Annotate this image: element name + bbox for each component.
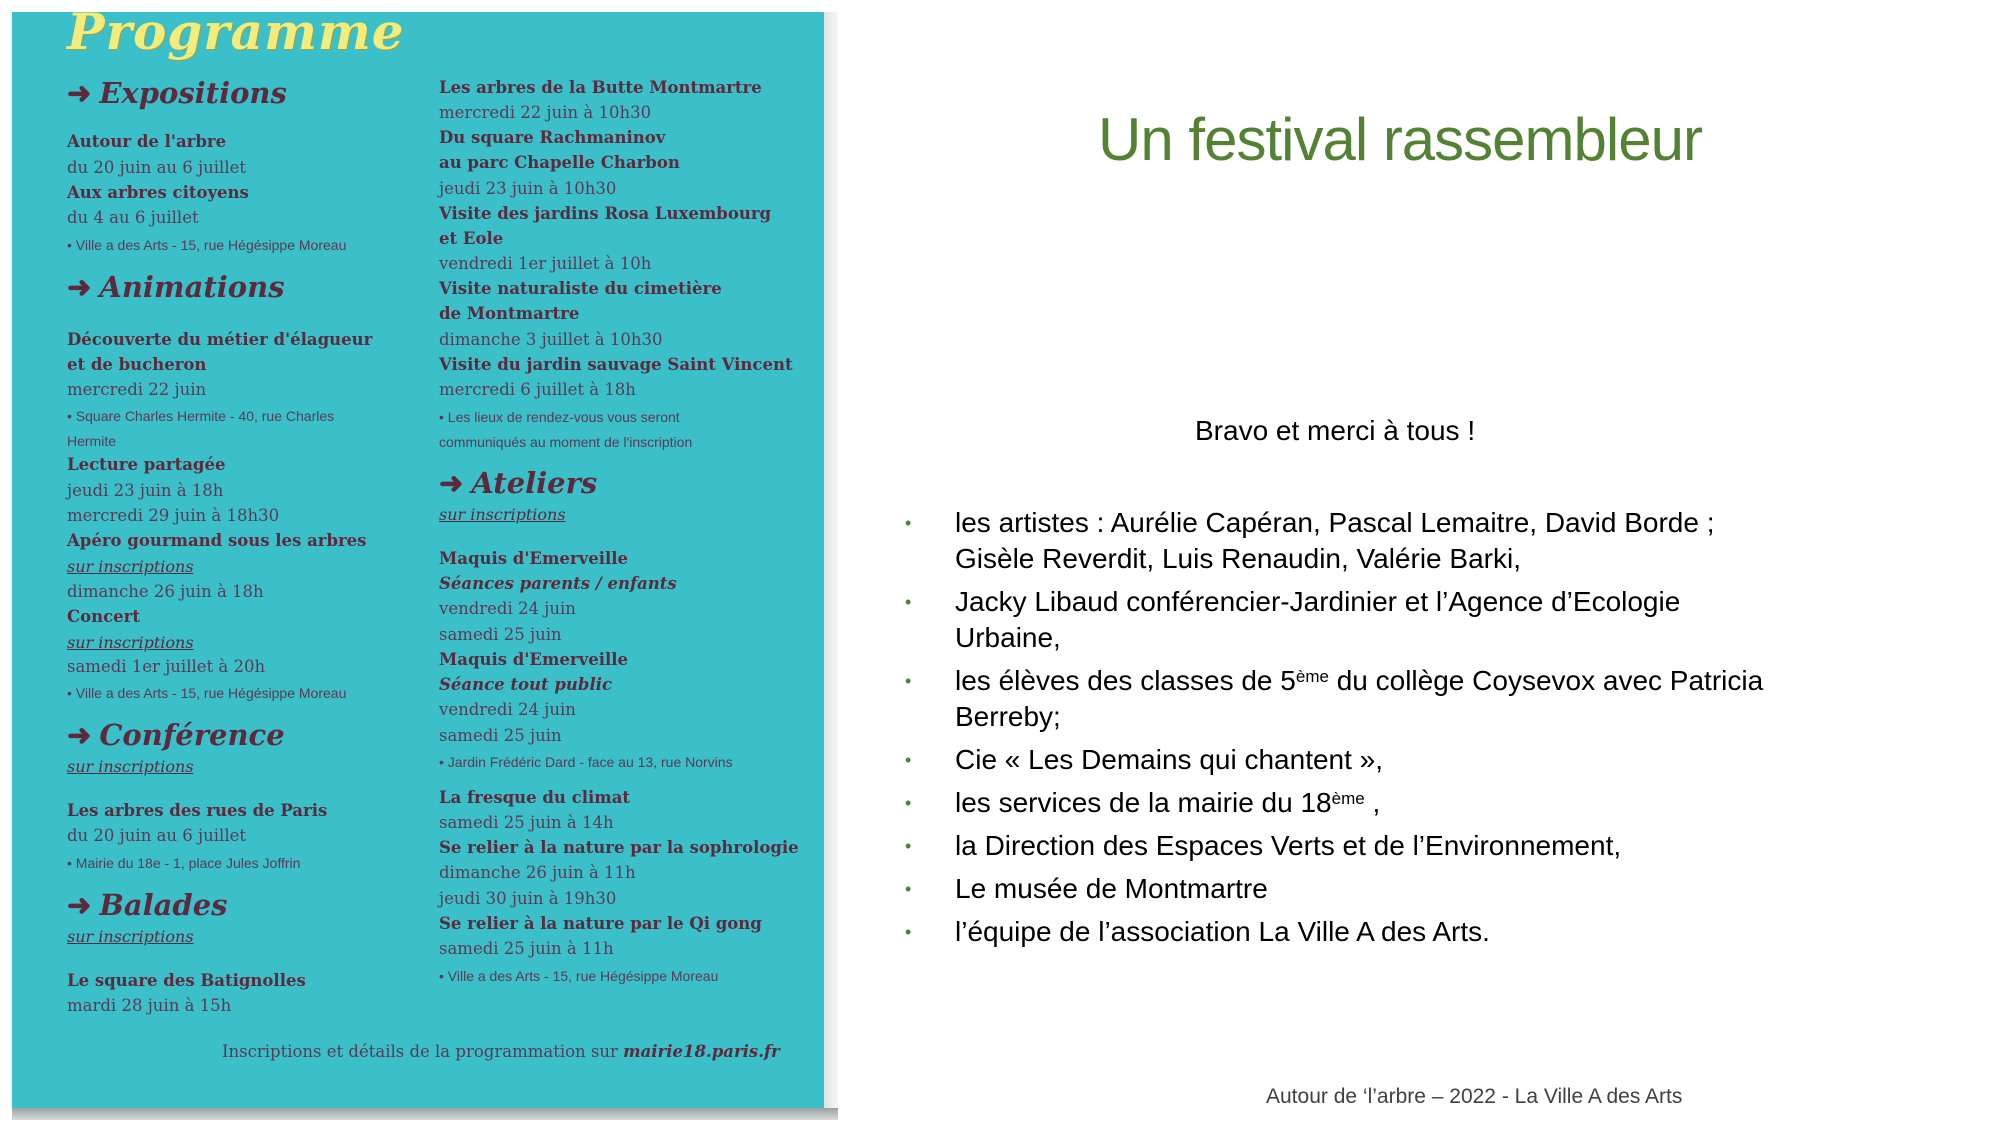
- thanks-heading: Bravo et merci à tous !: [1195, 415, 1476, 446]
- event-date: dimanche 26 juin à 18h: [67, 582, 264, 601]
- flyer-shadow-right: [824, 12, 838, 1120]
- section-heading: [67, 76, 287, 110]
- programme-title: Programme: [67, 12, 405, 61]
- bullet-icon: •: [905, 879, 912, 899]
- section-heading-label: Ateliers: [471, 466, 598, 500]
- arrow-icon: ➜: [67, 888, 92, 922]
- bullet-icon: •: [905, 922, 912, 942]
- event-title: Concert: [67, 607, 140, 626]
- registration-note: sur inscriptions: [67, 557, 194, 576]
- programme-flyer: [12, 12, 824, 1108]
- event-date: vendredi 24 juin: [439, 700, 576, 719]
- slide-title: Un festival rassembleur: [1098, 106, 1702, 173]
- event-title: Découverte du métier d'élagueur: [67, 330, 373, 349]
- thanks-item-text: la Direction des Espaces Verts et de l’Environnement,: [955, 830, 1622, 861]
- section-heading-label: Animations: [99, 270, 285, 304]
- bullet-icon: •: [905, 750, 912, 770]
- programme-footer-text: Inscriptions et détails de la programmation sur: [222, 1042, 624, 1061]
- event-location: • Jardin Frédéric Dard - face au 13, rue Norvins: [439, 754, 733, 770]
- event-location: communiqués au moment de l'inscription: [439, 434, 693, 450]
- section-heading: [67, 718, 285, 752]
- thanks-item-text: Le musée de Montmartre: [955, 873, 1268, 904]
- section-heading: [439, 466, 597, 500]
- bullet-icon: •: [905, 671, 912, 691]
- programme-footer: [222, 1042, 780, 1061]
- event-title: Du square Rachmaninov: [439, 128, 666, 147]
- event-location: • Ville a des Arts - 15, rue Hégésippe Moreau: [439, 968, 719, 984]
- event-date: samedi 25 juin à 14h: [439, 813, 614, 832]
- thanks-item-text: les artistes : Aurélie Capéran, Pascal Lemaitre, David Borde ; Gisèle Reverdit, Luis Renaudin, Valérie Barki,: [955, 507, 1715, 574]
- event-date: samedi 25 juin: [439, 726, 562, 745]
- programme-footer-site: mairie18.paris.fr: [623, 1042, 780, 1061]
- event-date: vendredi 1er juillet à 10h: [439, 254, 652, 273]
- arrow-icon: ➜: [67, 270, 92, 304]
- event-title: au parc Chapelle Charbon: [439, 153, 680, 172]
- event-location: • Ville a des Arts - 15, rue Hégésippe Moreau: [67, 685, 347, 701]
- event-location: • Les lieux de rendez-vous vous seront: [439, 409, 680, 425]
- event-location: • Square Charles Hermite - 40, rue Charles: [67, 408, 335, 424]
- thanks-item-text: les services de la mairie du 18ème ,: [955, 787, 1381, 818]
- event-date: du 20 juin au 6 juillet: [67, 158, 246, 177]
- event-title: Visite des jardins Rosa Luxembourg: [439, 204, 772, 223]
- event-title: Les arbres des rues de Paris: [67, 801, 328, 820]
- event-date: mardi 28 juin à 15h: [67, 996, 232, 1015]
- event-title: Visite du jardin sauvage Saint Vincent: [439, 355, 793, 374]
- section-heading-label: Expositions: [99, 76, 287, 110]
- bullet-icon: •: [905, 793, 912, 813]
- event-date: samedi 1er juillet à 20h: [67, 657, 266, 676]
- event-title: Lecture partagée: [67, 455, 226, 474]
- event-date: jeudi 30 juin à 19h30: [439, 889, 617, 908]
- event-date: du 4 au 6 juillet: [67, 208, 199, 227]
- section-heading: [67, 888, 227, 922]
- event-title: Séance tout public: [439, 675, 613, 694]
- section-heading: [67, 270, 285, 304]
- bullet-icon: •: [905, 513, 912, 533]
- section-heading-label: Conférence: [99, 718, 285, 752]
- event-title: Aux arbres citoyens: [67, 183, 249, 202]
- registration-note: sur inscriptions: [67, 927, 194, 946]
- arrow-icon: ➜: [439, 466, 464, 500]
- flyer-shadow-bottom: [12, 1108, 838, 1120]
- slide-footer: Autour de ‘l’arbre – 2022 - La Ville A des Arts: [1266, 1085, 1683, 1108]
- event-date: mercredi 29 juin à 18h30: [67, 506, 280, 525]
- event-title: Maquis d'Emerveille: [439, 650, 628, 669]
- event-title: de Montmartre: [439, 304, 580, 323]
- thanks-item-text: l’équipe de l’association La Ville A des Arts.: [955, 916, 1490, 947]
- event-title: et Eole: [439, 229, 504, 248]
- event-date: jeudi 23 juin à 18h: [67, 481, 224, 500]
- arrow-icon: ➜: [67, 718, 92, 752]
- event-title: Le square des Batignolles: [67, 971, 306, 990]
- bullet-icon: •: [905, 836, 912, 856]
- event-date: dimanche 3 juillet à 10h30: [439, 330, 663, 349]
- event-location: • Mairie du 18e - 1, place Jules Joffrin: [67, 855, 301, 871]
- event-date: jeudi 23 juin à 10h30: [439, 179, 617, 198]
- event-date: samedi 25 juin: [439, 625, 562, 644]
- event-date: du 20 juin au 6 juillet: [67, 826, 246, 845]
- event-date: dimanche 26 juin à 11h: [439, 863, 636, 882]
- event-date: mercredi 22 juin: [67, 380, 207, 399]
- arrow-icon: ➜: [67, 76, 92, 110]
- event-title: Maquis d'Emerveille: [439, 549, 628, 568]
- event-date: samedi 25 juin à 11h: [439, 939, 614, 958]
- event-title: Séances parents / enfants: [439, 574, 677, 593]
- event-title: Apéro gourmand sous les arbres: [67, 531, 367, 550]
- event-date: vendredi 24 juin: [439, 599, 576, 618]
- event-date: mercredi 22 juin à 10h30: [439, 103, 652, 122]
- event-title: La fresque du climat: [439, 788, 631, 807]
- section-heading-label: Balades: [99, 888, 228, 922]
- registration-note: sur inscriptions: [67, 757, 194, 776]
- event-title: et de bucheron: [67, 355, 207, 374]
- event-title: Se relier à la nature par la sophrologie: [439, 838, 799, 857]
- registration-note: sur inscriptions: [67, 633, 194, 652]
- event-title: Visite naturaliste du cimetière: [439, 279, 722, 298]
- thanks-item-text: Cie « Les Demains qui chantent »,: [955, 744, 1384, 775]
- thanks-item-text: les élèves des classes de 5ème du collège Coysevox avec Patricia Berreby;: [955, 665, 1764, 732]
- event-title: Autour de l'arbre: [67, 132, 227, 151]
- event-title: Se relier à la nature par le Qi gong: [439, 914, 762, 933]
- bullet-icon: •: [905, 592, 912, 612]
- event-location: • Ville a des Arts - 15, rue Hégésippe Moreau: [67, 237, 347, 253]
- thanks-item-text: Jacky Libaud conférencier-Jardinier et l’Agence d’Ecologie Urbaine,: [955, 586, 1681, 653]
- event-date: mercredi 6 juillet à 18h: [439, 380, 636, 399]
- event-title: Les arbres de la Butte Montmartre: [439, 78, 762, 97]
- event-location: Hermite: [67, 433, 117, 449]
- registration-note: sur inscriptions: [439, 505, 566, 524]
